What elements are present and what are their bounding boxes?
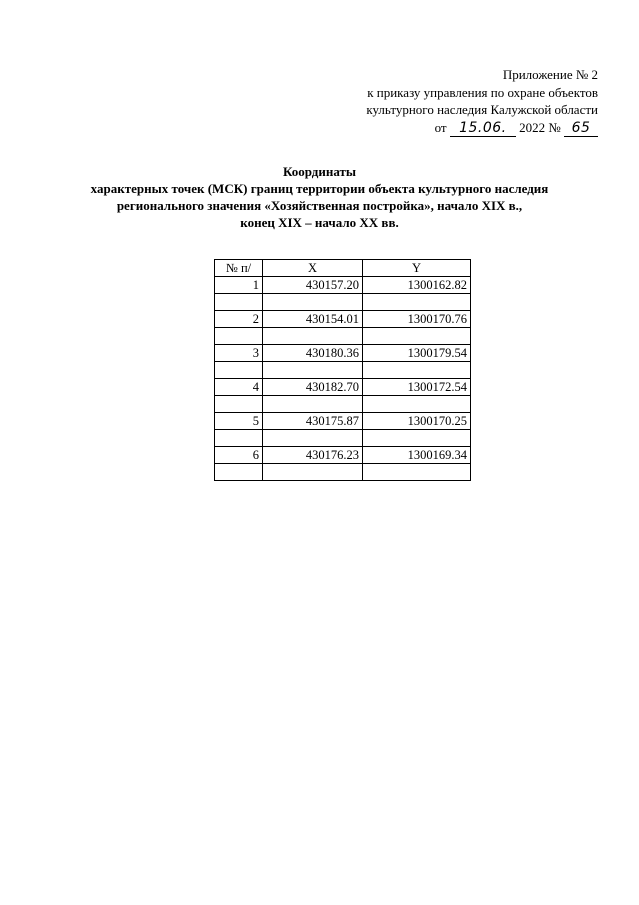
title-line-4: конец XIX – начало XX вв.: [240, 215, 399, 230]
table-row: [215, 413, 471, 430]
year-label: 2022 №: [519, 119, 561, 135]
table-header-row: [215, 260, 471, 277]
title-line-3: регионального значения «Хозяйственная постройка», начало XIX в.,: [116, 198, 523, 213]
table-row: [215, 311, 471, 328]
table-row-spacer: [215, 396, 471, 413]
document-title: [0, 163, 639, 231]
appendix-order-ref: к приказу управления по охране объектов: [367, 84, 598, 100]
cell-y: 1300170.25: [363, 413, 471, 430]
table-row-spacer: [215, 362, 471, 379]
title-heading: Координаты: [282, 164, 357, 179]
cell-point-number: 3: [215, 345, 263, 362]
cell-y: 1300170.76: [363, 311, 471, 328]
header-point-number: № п/: [215, 260, 263, 277]
cell-y: 1300169.34: [363, 447, 471, 464]
header-x: X: [263, 260, 363, 277]
table-row: [215, 345, 471, 362]
cell-x: 430176.23: [263, 447, 363, 464]
cell-point-number: 2: [215, 311, 263, 328]
cell-point-number: 6: [215, 447, 263, 464]
appendix-date-line: [366, 119, 598, 137]
cell-x: 430154.01: [263, 311, 363, 328]
table-row-spacer: [215, 464, 471, 481]
header-y: Y: [363, 260, 471, 277]
title-line-2: характерных точек (МСК) границ территории объекта культурного наследия: [90, 181, 549, 196]
cell-x: 430182.70: [263, 379, 363, 396]
table-row: [215, 277, 471, 294]
cell-x: 430175.87: [263, 413, 363, 430]
cell-y: 1300162.82: [363, 277, 471, 294]
cell-point-number: 1: [215, 277, 263, 294]
appendix-authority: культурного наследия Калужской области: [366, 102, 598, 117]
appendix-header: [366, 66, 598, 137]
cell-y: 1300179.54: [363, 345, 471, 362]
handwritten-order-number: 65: [564, 121, 598, 137]
handwritten-date: 15.06.: [450, 121, 516, 137]
cell-point-number: 5: [215, 413, 263, 430]
cell-point-number: 4: [215, 379, 263, 396]
table-row-spacer: [215, 294, 471, 311]
date-prefix: от: [434, 119, 447, 135]
cell-x: 430180.36: [263, 345, 363, 362]
table-row-spacer: [215, 328, 471, 345]
cell-x: 430157.20: [263, 277, 363, 294]
table-row-spacer: [215, 430, 471, 447]
table-row: [215, 447, 471, 464]
cell-y: 1300172.54: [363, 379, 471, 396]
appendix-title: Приложение № 2: [502, 67, 598, 82]
table-row: [215, 379, 471, 396]
coordinates-table: [214, 259, 471, 481]
